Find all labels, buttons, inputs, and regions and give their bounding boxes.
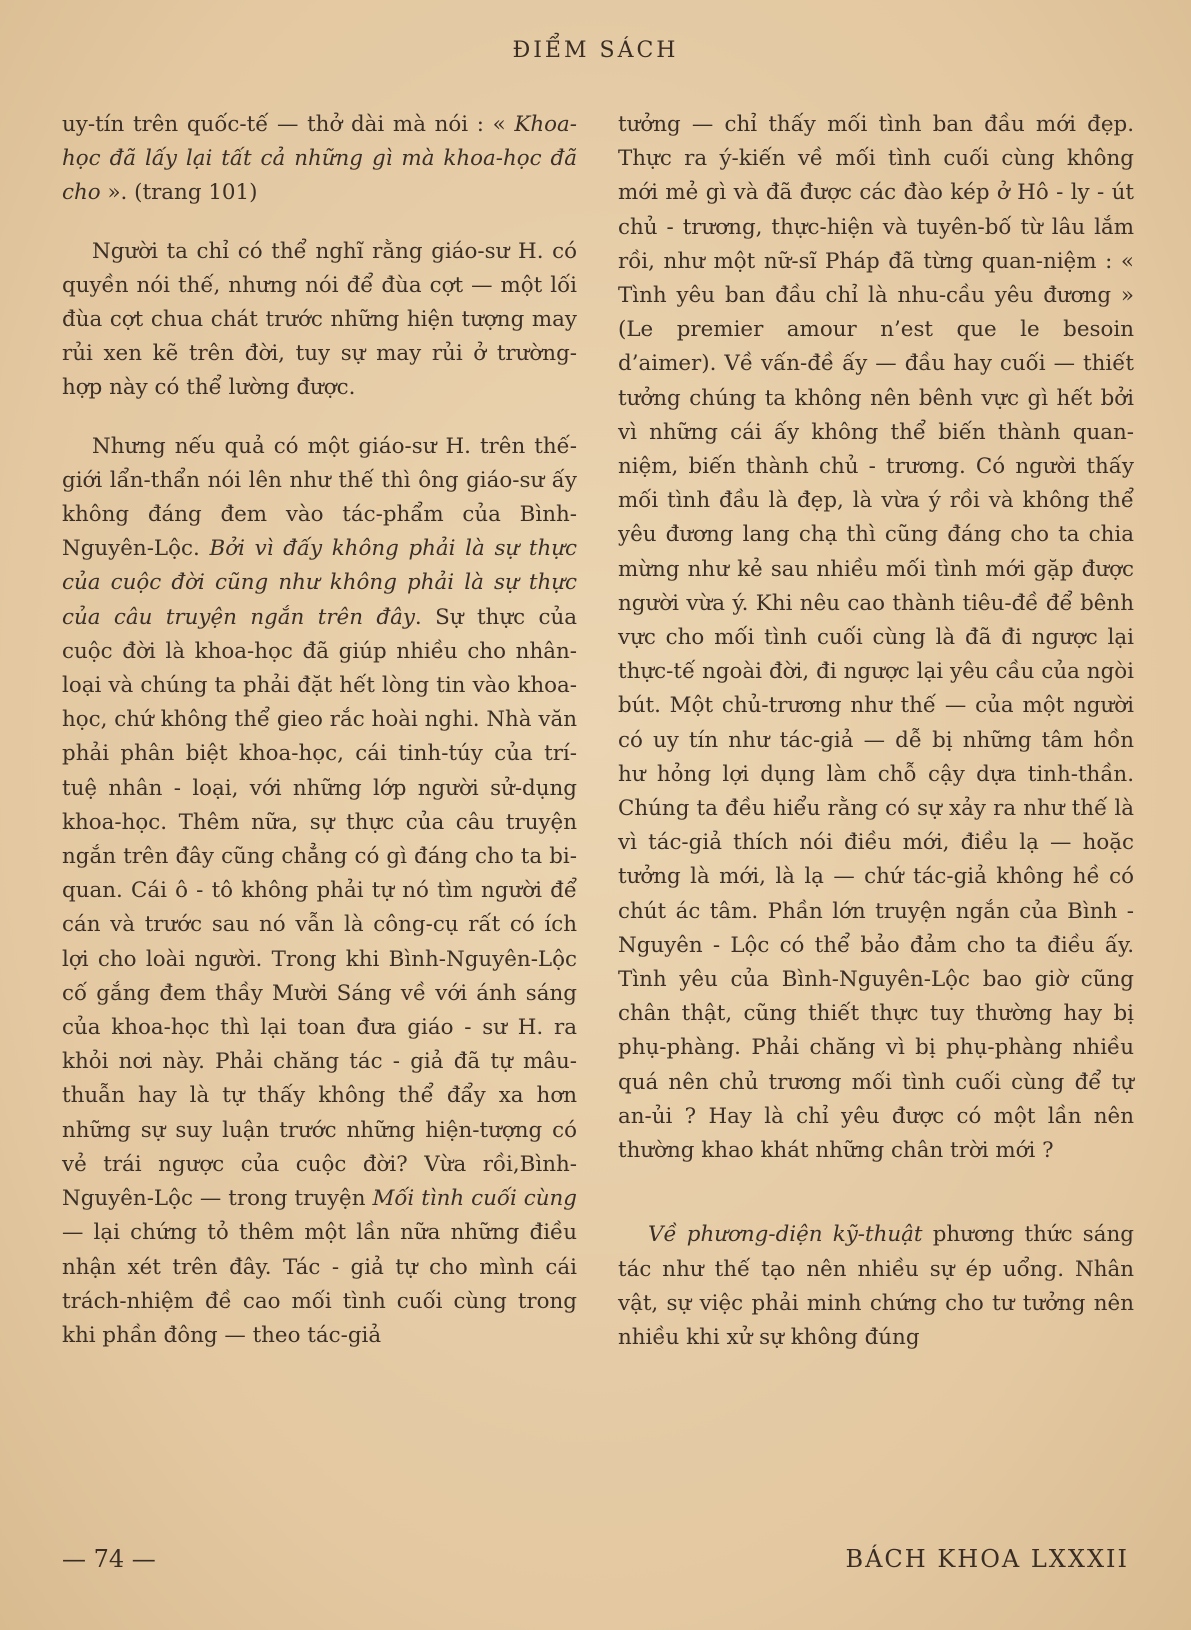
text: ». (trang 101)	[100, 180, 258, 206]
story-title-italic: Mối tình cuối cùng	[372, 1186, 577, 1212]
paragraph	[62, 108, 577, 211]
text: uy-tín trên quốc-tế — thở dài mà nói : «	[62, 112, 515, 137]
page-header: ĐIỂM SÁCH	[512, 38, 679, 63]
emphasis-italic: Về phương-diện kỹ-thuật	[648, 1222, 923, 1248]
publication-name: BÁCH KHOA LXXXII	[845, 1545, 1129, 1573]
paragraph: tưởng — chỉ thấy mối tình ban đầu mới đẹp. Thực ra ý-kiến về mối tình cuối cùng không mới mẻ gì và đã được các đào kép ở Hô - ly - út chủ - trương, thực-hiện và tuyên-bố từ lâu lắm rồi, như một nữ-sĩ Pháp đã từng quan-niệm : « Tình yêu ban đầu chỉ là nhu-cầu yêu đương » (Le premier amour n’est que le besoin d’aimer). Về vấn-đề ấy — đầu hay cuối — thiết tưởng chúng ta không nên bênh vực gì hết bởi vì những cái ấy không thể biến thành quan-niệm, biến thành chủ - trương. Có người thấy mối tình đầu là đẹp, là vừa ý rồi và không thể yêu đương lang chạ thì cũng đáng cho ta chia mừng như kẻ sau nhiều mối tình mới gặp được người vừa ý. Khi nêu cao thành tiêu-đề để bênh vực cho mối tình cuối cùng là đã đi ngược lại thực-tế ngoài đời, đi ngược lại yêu cầu của ngòi bút. Một chủ-trương như thế — của một người có uy tín như tác-giả — dễ bị những tâm hồn hư hỏng lợi dụng làm chỗ cậy dựa tinh-thần. Chúng ta đều hiểu rằng có sự xảy ra như thế là vì tác-giả thích nói điều mới, điều lạ — hoặc tưởng là mới, là lạ — chứ tác-giả không hề có chút ác tâm. Phần lớn truyện ngắn của Bình - Nguyên - Lộc có thể bảo đảm cho ta điều ấy. Tình yêu của Bình-Nguyên-Lộc bao giờ cũng chân thật, cũng thiết thực tuy thường hay bị phụ-phàng. Phải chăng vì bị phụ-phàng nhiều quá nên chủ trương mối tình cuối cùng để tự an-ủi ? Hay là chỉ yêu được có một lần nên thường khao khát những chân trời mới ?	[618, 112, 1134, 1164]
quote-italic: Khoa-học đã lấy lại tất cả những gì mà khoa-học đã cho	[62, 112, 577, 206]
paragraph: Người ta chỉ có thể nghĩ rằng giáo-sư H. có quyền nói thế, nhưng nói để đùa cợt — một lối đùa cợt chua chát trước những hiện tượng may rủi xen kẽ trên đời, tuy sự may rủi ở trường-hợp này có thể lường được.	[62, 238, 577, 401]
page-number: — 74 —	[62, 1545, 156, 1573]
paragraph	[62, 430, 577, 1353]
paragraph	[618, 1218, 1134, 1355]
text: Nhưng nếu quả có một giáo-sư H. trên thế-giới lẩn-thẩn nói lên như thế thì ông giáo-sư ấy không đáng đem vào tác-phẩm của Bình-Nguyên-Lộc.	[62, 433, 577, 562]
text: phương thức sáng tác như thế tạo nên nhiều sự ép uổng. Nhân vật, sự việc phải minh chứng cho tư tưởng nên nhiều khi xử sự không đúng	[618, 1222, 1134, 1350]
text: . Sự thực của cuộc đời là khoa-học đã giúp nhiều cho nhân-loại và chúng ta phải đặt hết lòng tin vào khoa-học, chứ không thể gieo rắc hoài nghi. Nhà văn phải phân biệt khoa-học, cái tinh-túy của trí-tuệ nhân - loại, với những lớp người sử-dụng khoa-học. Thêm nữa, sự thực của câu truyện ngắn trên đây cũng chẳng có gì đáng cho ta bi-quan. Cái ô - tô không phải tự nó tìm người để cán và trước sau nó vẫn là công-cụ rất có ích lợi cho loài người. Trong khi Bình-Nguyên-Lộc cố gắng đem thầy Mười Sáng về với ánh sáng của khoa-học thì lại toan đưa giáo - sư H. ra khỏi nơi này. Phải chăng tác - giả đã tự mâu-thuẫn hay là tự thấy không thể đẩy xa hơn những sự suy luận trước những hiện-tượng có vẻ trái ngược của cuộc đời? Vừa rồi,Bình-Nguyên-Lộc — trong truyện	[62, 604, 577, 1212]
right-column	[618, 108, 1134, 1355]
left-column	[62, 108, 577, 1353]
text: — lại chứng tỏ thêm một lần nữa những điều nhận xét trên đây. Tác - giả tự cho mình cái trách-nhiệm đề cao mối tình cuối cùng trong khi phần đông — theo tác-giả	[62, 1220, 577, 1348]
emphasis-italic: Bởi vì đấy không phải là sự thực của cuộc đời cũng như không phải là sự thực của câu truyện ngắn trên đây	[62, 536, 577, 630]
